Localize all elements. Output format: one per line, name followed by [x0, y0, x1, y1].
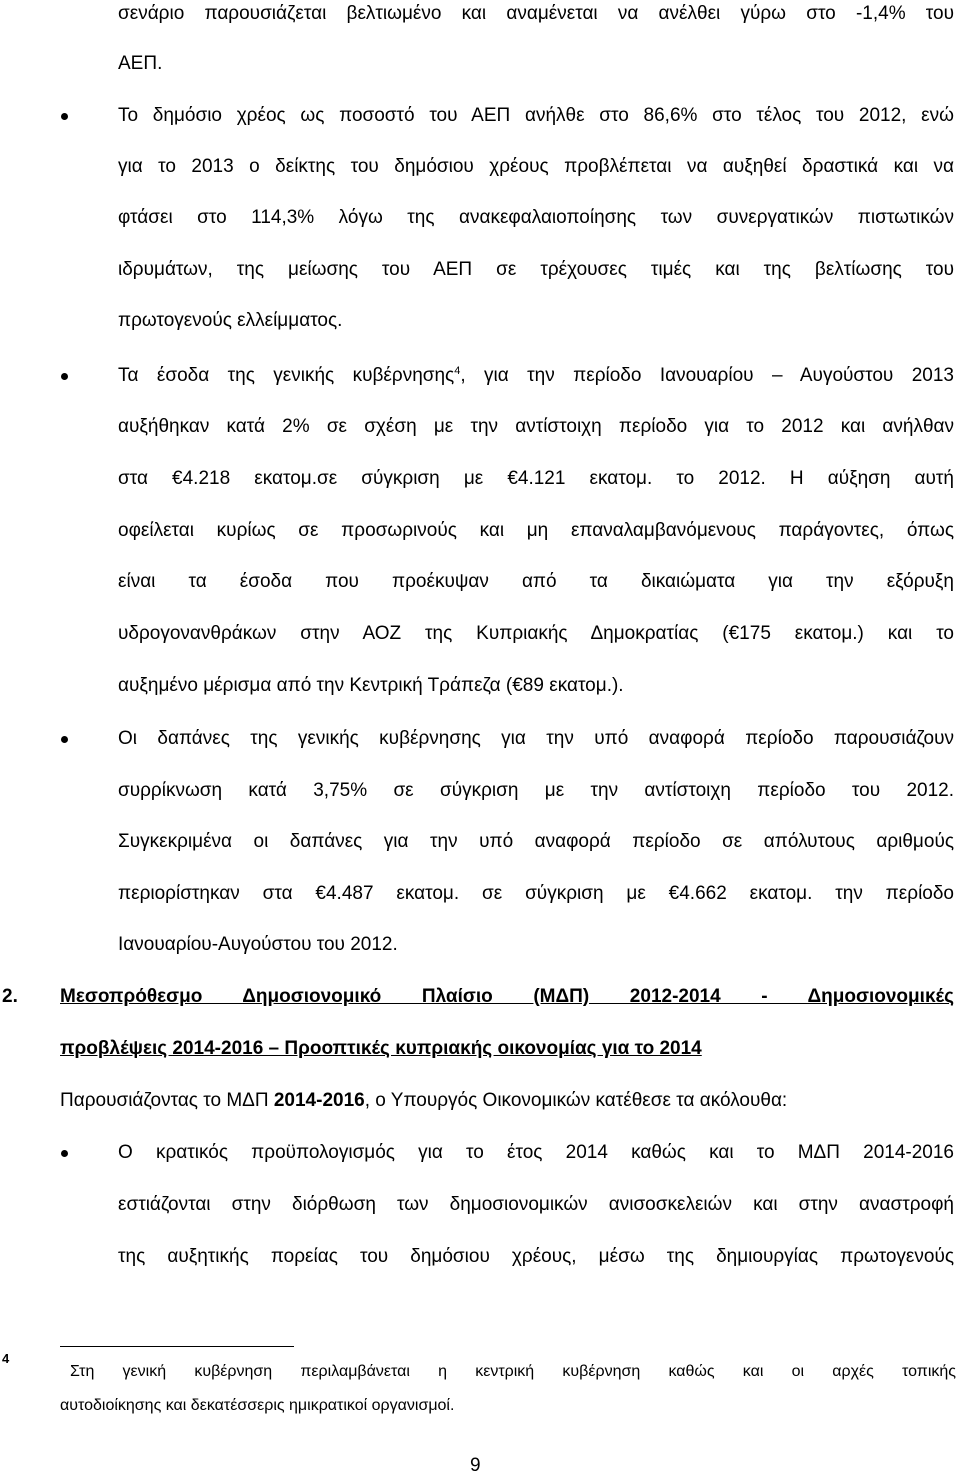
text-line: Συγκεκριμένα οι δαπάνες για την υπό αναφορά περίοδο σε απόλυτους αριθμούς — [118, 831, 954, 852]
text-line: είναι τα έσοδα που προέκυψαν από τα δικαιώματα για την εξόρυξη — [118, 571, 954, 592]
text-line — [118, 364, 954, 388]
text-line: αυξήθηκαν κατά 2% σε σχέση με την αντίστοιχη περίοδο για το 2012 και ανήλθαν — [118, 416, 954, 437]
text-line: Ιανουαρίου-Αυγούστου του 2012. — [118, 934, 398, 955]
text-span: Παρουσιάζοντας το ΜΔΠ — [60, 1090, 274, 1111]
text-line: για το 2013 ο δείκτης του δημόσιου χρέους προβλέπεται να αυξηθεί δραστικά και να — [118, 156, 954, 177]
text-line: συρρίκνωση κατά 3,75% σε σύγκριση με την αντίστοιχη περίοδο του 2012. — [118, 780, 954, 801]
bullet-icon — [61, 113, 68, 120]
text-span: , για την περίοδο Ιανουαρίου – Αυγούστου 2013 — [460, 365, 954, 386]
footnote-divider — [60, 1346, 294, 1347]
footnote-ref: 4 — [454, 365, 461, 377]
text-span: , ο Υπουργός Οικονομικών κατέθεσε τα ακόλουθα: — [364, 1090, 788, 1111]
text-line: της αυξητικής πορείας του δημόσιου χρέους, μέσω της δημιουργίας πρωτογενούς — [118, 1246, 954, 1267]
footnote-text: αυτοδιοίκησης και δεκατέσσερις ημικρατικοί οργανισμοί. — [60, 1397, 455, 1414]
text-line: σενάριο παρουσιάζεται βελτιωμένο και αναμένεται να ανέλθει γύρω στο -1,4% του — [118, 3, 954, 24]
text-line: αυξημένο μέρισμα από την Κεντρική Τράπεζα (€89 εκατομ.). — [118, 675, 624, 696]
text-line: εστιάζονται στην διόρθωση των δημοσιονομικών ανισοσκελειών και στην αναστροφή — [118, 1194, 954, 1215]
text-line — [60, 1089, 787, 1113]
text-line: Ο κρατικός προϋπολογισμός για το έτος 2014 καθώς και το ΜΔΠ 2014-2016 — [118, 1142, 954, 1163]
text-line: οφείλεται κυρίως σε προσωρινούς και μη επαναλαμβανόμενους παράγοντες, όπως — [118, 520, 954, 541]
text-line: πρωτογενούς ελλείμματος. — [118, 310, 343, 331]
text-line: Το δημόσιο χρέος ως ποσοστό του ΑΕΠ ανήλθε στο 86,6% στο τέλος του 2012, ενώ — [118, 105, 954, 126]
section-heading: προβλέψεις 2014-2016 – Προοπτικές κυπριακής οικονομίας για το 2014 — [60, 1038, 702, 1059]
text-line: στα €4.218 εκατομ.σε σύγκριση με €4.121 εκατομ. το 2012. Η αύξηση αυτή — [118, 468, 954, 489]
text-line: περιορίστηκαν στα €4.487 εκατομ. σε σύγκριση με €4.662 εκατομ. την περίοδο — [118, 883, 954, 904]
text-span: Στη γενική κυβέρνηση περιλαμβάνεται η κεντρική κυβέρνηση καθώς και οι αρχές τοπικής — [70, 1363, 956, 1380]
text-line: ΑΕΠ. — [118, 53, 163, 74]
text-line: Οι δαπάνες της γενικής κυβέρνησης για την υπό αναφορά περίοδο παρουσιάζουν — [118, 728, 954, 749]
section-number: 2. — [2, 986, 18, 1007]
page-number: 9 — [470, 1455, 481, 1476]
text-line: ιδρυμάτων, της μείωσης του ΑΕΠ σε τρέχουσες τιμές και της βελτίωσης του — [118, 259, 954, 280]
footnote-marker: 4 — [2, 1351, 10, 1366]
text-line: υδρογονανθράκων στην ΑΟΖ της Κυπριακής Δημοκρατίας (€175 εκατομ.) και το — [118, 623, 954, 644]
text-span: 2014-2016 — [273, 1090, 365, 1111]
footnote-text — [60, 1360, 956, 1384]
bullet-icon — [61, 736, 68, 743]
bullet-icon — [61, 1150, 68, 1157]
text-span: Τα έσοδα της γενικής κυβέρνησης — [118, 365, 455, 386]
text-line: φτάσει στο 114,3% λόγω της ανακεφαλαιοποίησης των συνεργατικών πιστωτικών — [118, 207, 954, 228]
bullet-icon — [61, 373, 68, 380]
section-heading: Μεσοπρόθεσμο Δημοσιονομικό Πλαίσιο (ΜΔΠ) 2012-2014 - Δημοσιονομικές — [60, 986, 954, 1007]
